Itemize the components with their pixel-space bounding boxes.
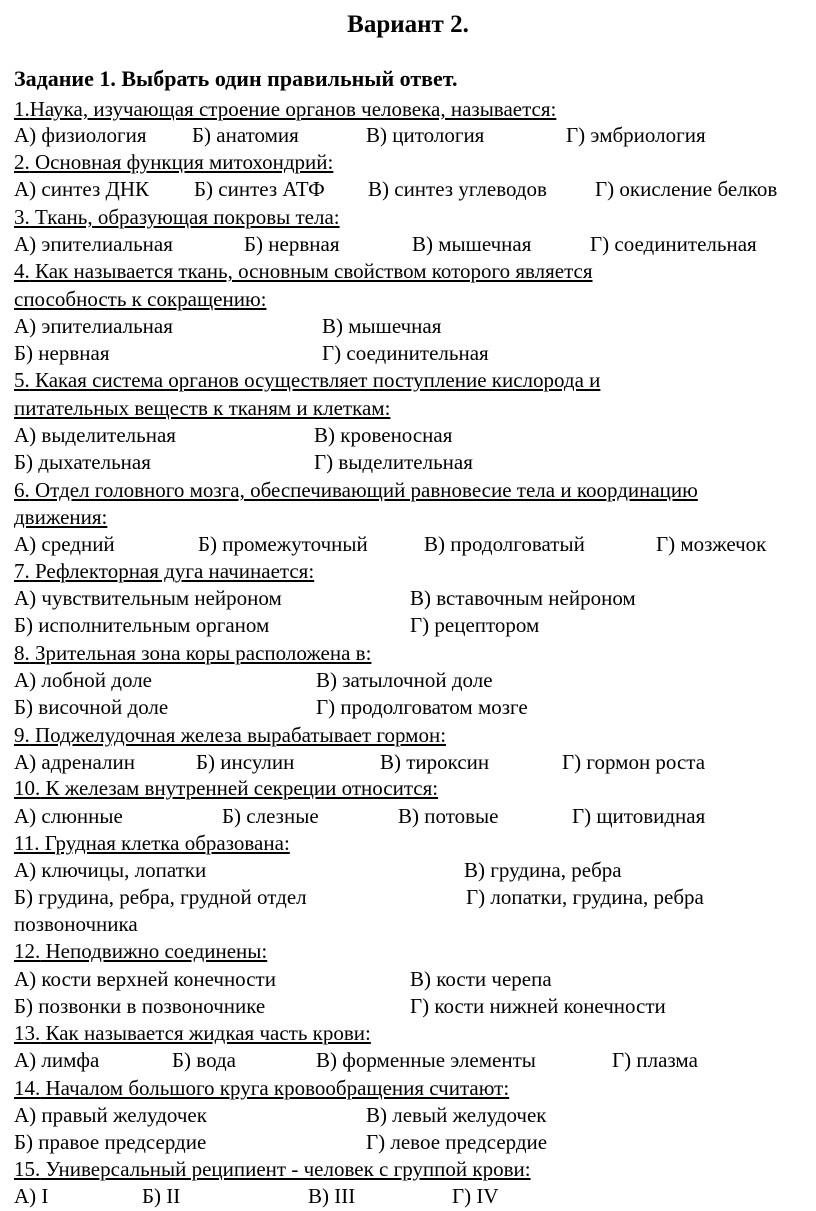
question-text: Какая система органов осуществляет поступление кислорода и [29, 368, 601, 392]
question-2 [14, 149, 333, 175]
option-a: А) эпителиальная [14, 232, 173, 256]
question-number: 4. [14, 259, 30, 283]
option-b: Б) нервная [14, 341, 110, 365]
option-g: Г) левое предсердие [366, 1130, 548, 1154]
question-text: Поджелудочная железа вырабатывает гормон: [29, 723, 447, 747]
question-6-cont: движения: [14, 505, 108, 529]
question-14 [14, 1075, 509, 1101]
task-header: Задание 1. Выбрать один правильный ответ. [14, 66, 458, 91]
option-a: А) адреналин [14, 750, 135, 774]
option-a: А) чувствительным нейроном [14, 586, 282, 610]
option-v: В) продолговатый [424, 532, 585, 556]
option-a: А) лимфа [14, 1048, 100, 1072]
option-v: В) кости черепа [410, 967, 552, 991]
question-3 [14, 204, 340, 230]
question-4 [14, 258, 593, 284]
question-15 [14, 1156, 531, 1182]
question-text: Неподвижно соединены: [40, 939, 268, 963]
option-b: Б) инсулин [196, 750, 295, 774]
question-8 [14, 640, 371, 666]
option-b: Б) II [142, 1184, 181, 1208]
option-b: Б) слезные [222, 804, 319, 828]
option-b: Б) правое предсердие [14, 1130, 207, 1154]
question-number: 8. [14, 641, 30, 665]
option-a: А) слюнные [14, 804, 123, 828]
option-a: А) кости верхней конечности [14, 967, 276, 991]
option-b: Б) промежуточный [198, 532, 368, 556]
question-number: 5. [14, 368, 30, 392]
page-title: Вариант 2. [347, 11, 469, 38]
option-a: А) ключицы, лопатки [14, 858, 207, 882]
option-v: В) синтез углеводов [368, 177, 547, 201]
option-g: Г) гормон роста [562, 750, 706, 774]
option-v: В) цитология [366, 123, 485, 147]
option-v: В) левый желудочек [366, 1103, 547, 1127]
option-g: Г) плазма [612, 1048, 698, 1072]
question-number: 2. [14, 150, 30, 174]
question-7 [14, 558, 314, 584]
question-12 [14, 938, 267, 964]
option-b: Б) нервная [244, 232, 340, 256]
option-g: Г) лопатки, грудина, ребра [466, 885, 704, 909]
question-text: Универсальный реципиент - человек с группой крови: [40, 1157, 531, 1181]
option-g: Г) соединительная [590, 232, 757, 256]
question-5 [14, 367, 600, 393]
option-v: В) тироксин [380, 750, 490, 774]
option-v: В) грудина, ребра [464, 858, 622, 882]
question-number: 1. [14, 97, 30, 121]
option-a: А) средний [14, 532, 115, 556]
option-b: Б) синтез АТФ [194, 177, 325, 201]
option-b: Б) грудина, ребра, грудной отдел [14, 885, 307, 909]
option-b: Б) вода [172, 1048, 236, 1072]
question-text: Грудная клетка образована: [39, 831, 290, 855]
question-13 [14, 1020, 371, 1046]
option-g: Г) выделительная [314, 450, 473, 474]
option-b: Б) дыхательная [14, 450, 151, 474]
option-b-cont: позвоночника [14, 912, 138, 936]
question-number: 3. [14, 205, 30, 229]
question-number: 9. [14, 723, 30, 747]
option-v: В) мышечная [412, 232, 532, 256]
option-a: А) правый желудочек [14, 1103, 207, 1127]
option-g: Г) мозжечок [656, 532, 767, 556]
option-v: В) кровеносная [314, 423, 453, 447]
option-a: А) эпителиальная [14, 314, 173, 338]
question-5-cont: питательных веществ к тканям и клеткам: [14, 396, 391, 420]
option-v: В) III [308, 1184, 356, 1208]
question-number: 7. [14, 559, 30, 583]
question-text: Зрительная зона коры расположена в: [29, 641, 372, 665]
option-a: А) синтез ДНК [14, 177, 150, 201]
option-a: А) физиология [14, 123, 147, 147]
option-a: А) лобной доле [14, 668, 153, 692]
option-b: Б) височной доле [14, 695, 169, 719]
option-a: А) I [14, 1184, 49, 1208]
question-number: 15. [14, 1157, 41, 1181]
option-v: В) потовые [398, 804, 499, 828]
question-text: К железам внутренней секреции относится: [40, 776, 439, 800]
option-b: Б) анатомия [192, 123, 299, 147]
question-9 [14, 722, 446, 748]
option-g: Г) IV [452, 1184, 499, 1208]
option-g: Г) соединительная [322, 341, 489, 365]
question-text: Как называется жидкая часть крови: [40, 1021, 371, 1045]
option-v: В) мышечная [322, 314, 442, 338]
option-g: Г) продолговатом мозге [316, 695, 528, 719]
question-11 [14, 830, 290, 856]
question-6 [14, 477, 698, 503]
option-v: В) вставочным нейроном [410, 586, 636, 610]
question-number: 11. [14, 831, 40, 855]
option-g: Г) эмбриология [566, 123, 706, 147]
question-number: 10. [14, 776, 41, 800]
option-g: Г) окисление белков [595, 177, 778, 201]
question-text: Ткань, образующая покровы тела: [29, 205, 340, 229]
option-v: В) затылочной доле [316, 668, 493, 692]
option-g: Г) щитовидная [572, 804, 706, 828]
question-number: 6. [14, 478, 30, 502]
question-number: 14. [14, 1076, 41, 1100]
question-text: Рефлекторная дуга начинается: [29, 559, 315, 583]
option-g: Г) кости нижней конечности [410, 994, 666, 1018]
question-10 [14, 775, 438, 801]
question-text: Отдел головного мозга, обеспечивающий равновесие тела и координацию [29, 478, 698, 502]
question-4-cont: способность к сокращению: [14, 287, 267, 311]
option-b: Б) позвонки в позвоночнике [14, 994, 266, 1018]
question-text: Наука, изучающая строение органов человека, называется: [29, 97, 557, 121]
option-b: Б) исполнительным органом [14, 613, 270, 637]
question-text: Основная функция митохондрий: [29, 150, 334, 174]
option-v: В) форменные элементы [316, 1048, 536, 1072]
question-1 [14, 96, 556, 122]
question-number: 13. [14, 1021, 41, 1045]
question-number: 12. [14, 939, 41, 963]
question-text: Началом большого круга кровообращения считают: [40, 1076, 510, 1100]
question-text: Как называется ткань, основным свойством которого является [29, 259, 593, 283]
option-g: Г) рецептором [410, 613, 540, 637]
option-a: А) выделительная [14, 423, 176, 447]
